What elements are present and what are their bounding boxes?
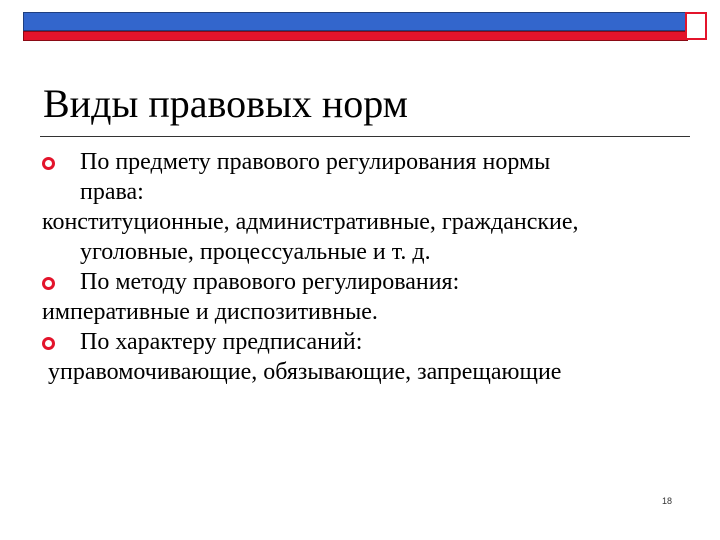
bullet-item-subject xyxy=(42,147,702,177)
list-text: императивные и диспозитивные. xyxy=(42,299,378,325)
bullet-text: права: xyxy=(80,179,144,205)
header-red-bar xyxy=(23,31,688,41)
bullet-text: По характеру предписаний: xyxy=(80,329,363,355)
header-decoration xyxy=(23,12,708,42)
list-text: уголовные, процессуальные и т. д. xyxy=(80,239,431,265)
bullet-item-prescription xyxy=(42,327,702,357)
header-corner-square xyxy=(685,12,707,40)
bullet-item-method xyxy=(42,267,702,297)
subject-norms-list xyxy=(42,207,702,237)
subject-norms-continuation xyxy=(42,237,702,267)
header-blue-bar xyxy=(23,12,688,31)
title-divider xyxy=(40,136,690,137)
slide-content xyxy=(42,147,702,387)
list-text: управомочивающие, обязывающие, запрещающие xyxy=(48,359,562,385)
hollow-circle-bullet-icon xyxy=(42,277,55,290)
bullet-text: По предмету правового регулирования нормы xyxy=(80,149,551,175)
page-number: 18 xyxy=(662,496,673,506)
list-text: конституционные, административные, гражданские, xyxy=(42,209,579,235)
prescription-norms-list xyxy=(42,357,702,387)
hollow-circle-bullet-icon xyxy=(42,157,55,170)
bullet-continuation xyxy=(42,177,702,207)
method-norms-list xyxy=(42,297,702,327)
bullet-text: По методу правового регулирования: xyxy=(80,269,460,295)
hollow-circle-bullet-icon xyxy=(42,337,55,350)
slide-title: Виды правовых норм xyxy=(43,81,408,126)
